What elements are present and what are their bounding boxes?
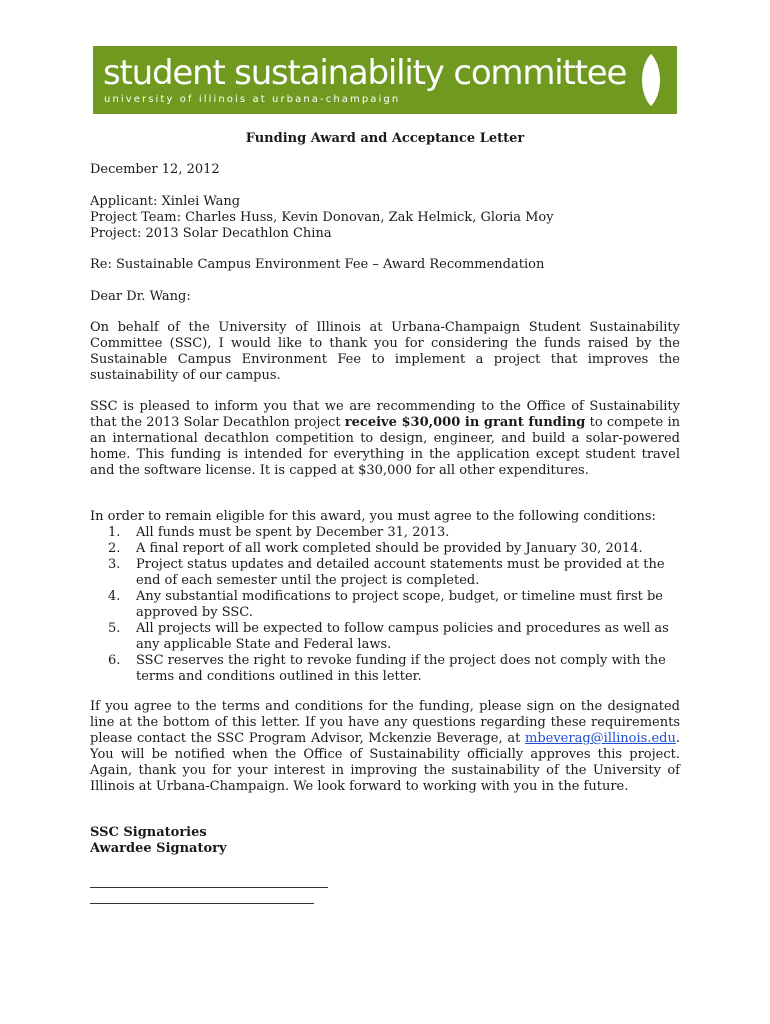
ssc-signatories-label: SSC Signatories <box>90 825 207 840</box>
banner-title: student sustainability committee <box>103 53 627 93</box>
list-item <box>90 541 680 557</box>
list-item <box>90 621 680 653</box>
advisor-email-link[interactable]: mbeverag@illinois.edu <box>525 731 676 746</box>
applicant-line: Applicant: Xinlei Wang <box>90 194 241 209</box>
awardee-signatory-label: Awardee Signatory <box>90 841 227 856</box>
re-line: Re: Sustainable Campus Environment Fee – Award Recommendation <box>90 257 545 272</box>
paragraph-thanks: On behalf of the University of Illinois at Urbana-Champaign Student Sustainability Committee (SSC), I would like to thank you for considering the funds raised by the Sustainable Campus Environment Fee to implement a project that improves the sustainability of our campus. <box>90 320 680 383</box>
list-text: Project status updates and detailed account statements must be provided at the end of each semester until the project is completed. <box>136 557 665 588</box>
award-amount-highlight: receive $30,000 in grant funding <box>344 415 586 430</box>
list-item <box>90 525 680 541</box>
list-number: 3. <box>108 557 121 572</box>
list-text: All funds must be spent by December 31, 2013. <box>136 525 450 540</box>
salutation: Dear Dr. Wang: <box>90 289 191 304</box>
leaf-icon <box>638 52 664 108</box>
header-banner <box>93 46 677 114</box>
list-text: SSC reserves the right to revoke funding if the project does not comply with the terms and conditions outlined in this letter. <box>136 653 666 684</box>
list-number: 2. <box>108 541 121 556</box>
signature-line <box>90 887 328 888</box>
letter-title: Funding Award and Acceptance Letter <box>245 131 525 146</box>
closing-text-end: . You will be notified when the Office of Sustainability officially approves this project. Again, thank you for your interest in improving the sustainability of the University of Illinois at Urbana-Champaign. We look forward to working with you in the future. <box>90 731 680 794</box>
list-item <box>90 653 680 685</box>
award-text-start: SSC is pleased to inform you that we are recommending to the Office of Sustainability that the 2013 Solar Decathlon project <box>90 399 680 430</box>
list-text: All projects will be expected to follow campus policies and procedures as well as any applicable State and Federal laws. <box>136 621 669 652</box>
project-team-line: Project Team: Charles Huss, Kevin Donovan, Zak Helmick, Gloria Moy <box>90 210 554 225</box>
list-number: 6. <box>108 653 121 668</box>
conditions-list <box>90 525 680 685</box>
letter-date: December 12, 2012 <box>90 162 220 177</box>
project-line: Project: 2013 Solar Decathlon China <box>90 226 332 241</box>
list-number: 5. <box>108 621 121 636</box>
closing-text-start: If you agree to the terms and conditions for the funding, please sign on the designated line at the bottom of this letter. If you have any questions regarding these requirements please contact the SSC Program Advisor, Mckenzie Beverage, at <box>90 699 680 746</box>
list-text: Any substantial modifications to project scope, budget, or timeline must first be approved by SSC. <box>136 589 663 620</box>
list-item <box>90 589 680 621</box>
signature-line <box>90 903 314 904</box>
conditions-intro: In order to remain eligible for this award, you must agree to the following conditions: <box>90 509 656 524</box>
award-text-end: to compete in an international decathlon competition to design, engineer, and build a solar-powered home. This funding is intended for everything in the application except student travel and the software license. It is capped at $30,000 for all other expenditures. <box>90 415 680 478</box>
paragraph-closing <box>90 699 680 795</box>
list-number: 1. <box>108 525 121 540</box>
paragraph-award <box>90 399 680 479</box>
list-number: 4. <box>108 589 121 604</box>
banner-subtitle: university of illinois at urbana-champaign <box>104 94 401 105</box>
list-item <box>90 557 680 589</box>
list-text: A final report of all work completed should be provided by January 30, 2014. <box>136 541 643 556</box>
